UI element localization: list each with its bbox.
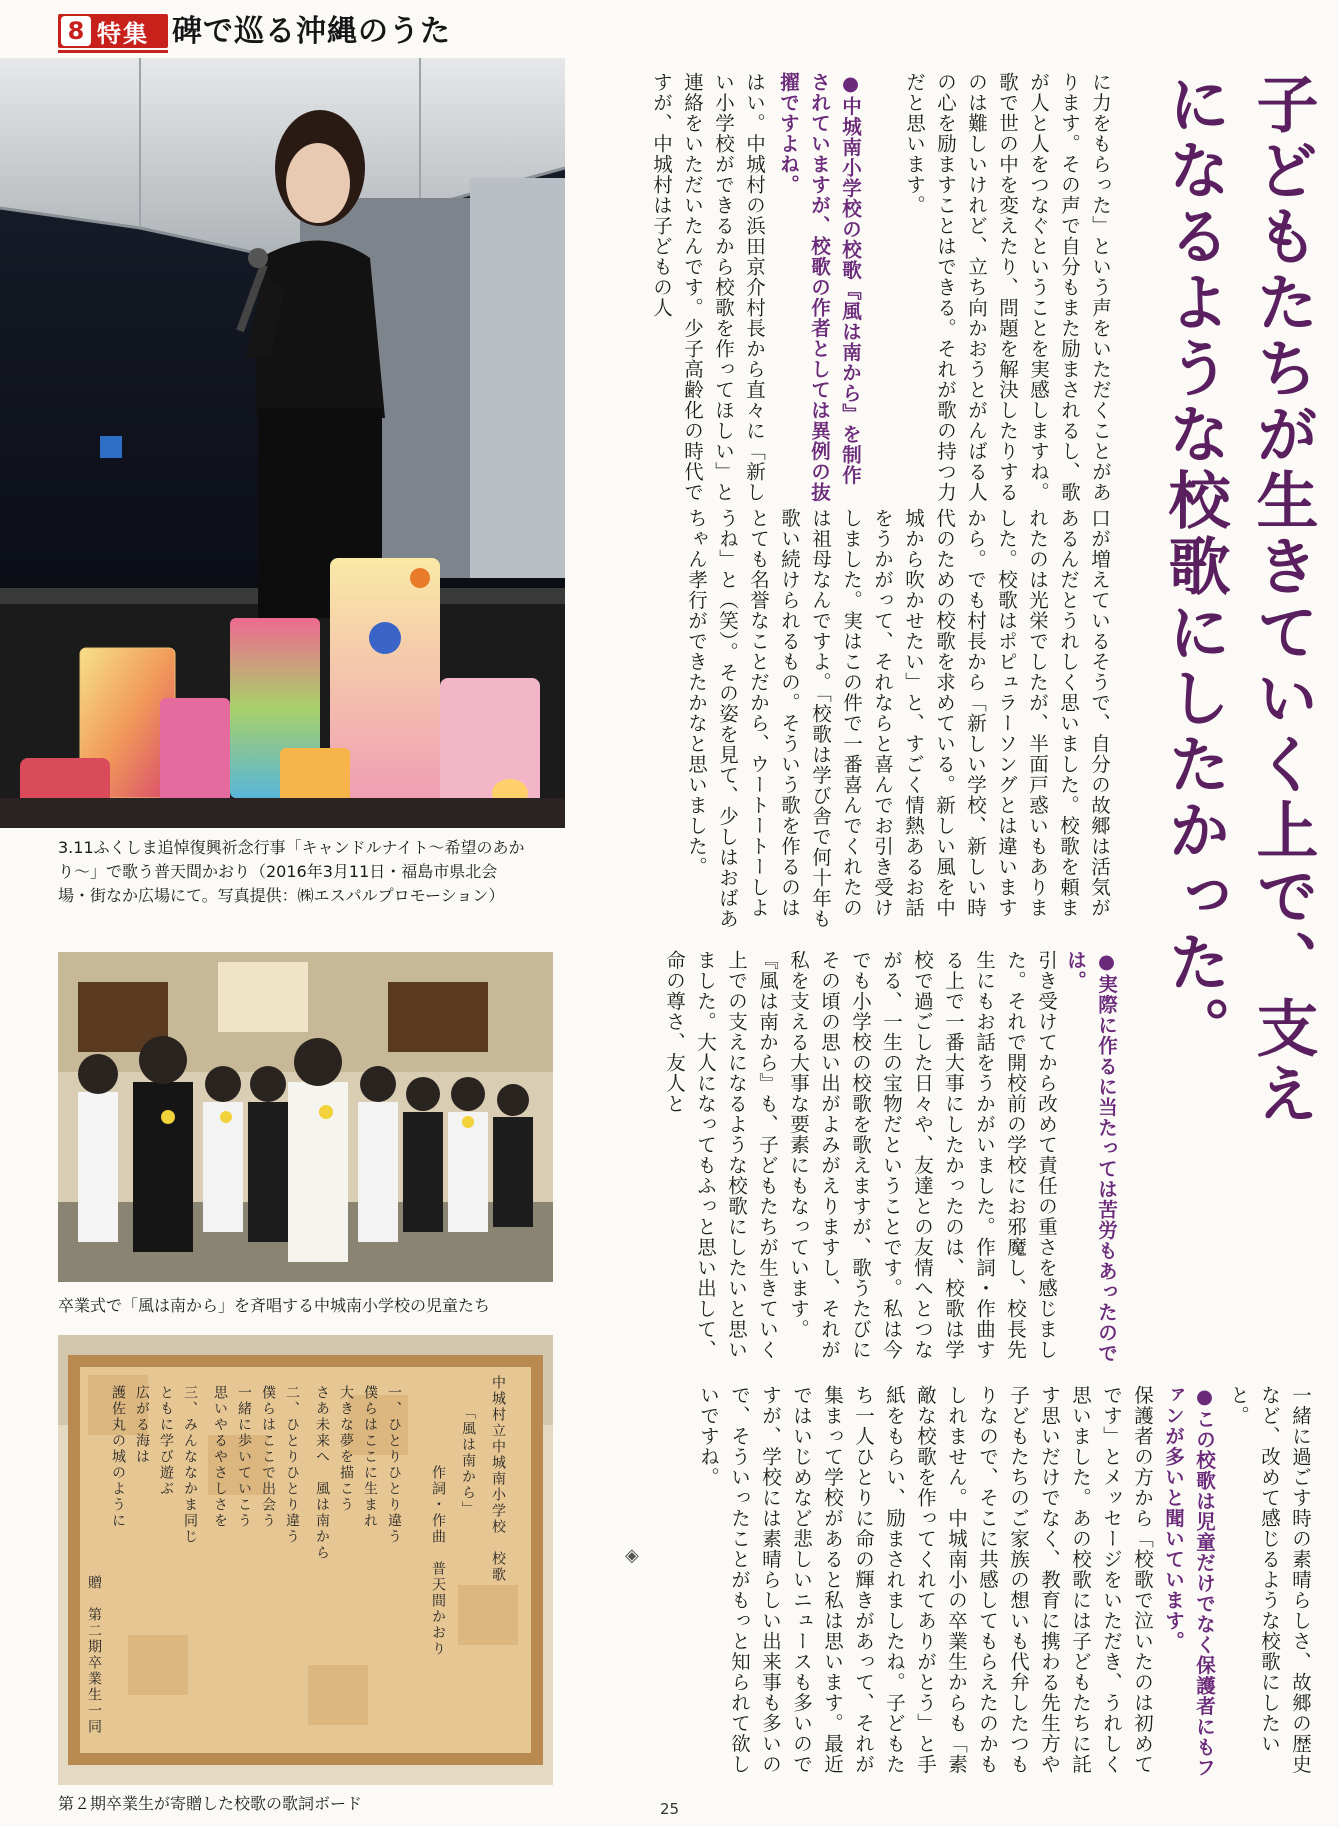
lyrics-board-photo xyxy=(58,1335,553,1785)
question-2: ●実際に作るに当たっては苦労もあったのでは。 xyxy=(1064,950,1118,1364)
board-verse-1: 一、ひとりひとり違う 僕らはここに生まれ 大きな夢を描こう さあ未来へ 風は南から xyxy=(314,1385,402,1561)
concert-photo-caption: 3.11ふくしま追悼復興祈念行事「キャンドルナイト〜希望のあかり〜」で歌う普天間かおり（2016年3月11日・福島市県北会場・街なか広場にて。写真提供：㈱エスパルプロモーション） xyxy=(58,838,525,905)
feature-number: 8 xyxy=(61,16,91,46)
column-bottom-body: 保護者の方から「校歌で泣いたのは初めてです」とメッセージをいただき、うれしく思いました。あの校歌には子どもたちに託す思いだけでなく、教育に携わる先生方や子どもたちのご家族の想いも代弁したつもりなので、そこに共感してもらえたのかもしれません。中城南小の卒業生からも「素敵な校歌を作ってくれてありがとう」と手紙をもらい、励まされましたね。子どもたち一人ひとりに命の輝きがあって、それが集まって学校があると私は思います。最近ではいじめなど悲しいニュースも多いのですが、学校には素晴らしい出来事も多いので、そういったことがもっと知られて欲しいですね。 xyxy=(697,1385,1154,1775)
concert-photo xyxy=(0,58,565,828)
column-top-right: に力をもらった」という声をいただくことがあります。その声で自分もまた励まされるし、歌が人と人をつなぐということを実感しますね。歌で世の中を変えたり、問題を解決したりするのは難しいけれど、立ち向かおうとがんばる人の心を励ますことはできる。それが歌の持つ力だと思います。 xyxy=(903,72,1112,503)
feature-badge xyxy=(58,14,168,48)
column-top-middle: はい。中城村の浜田京介村長から直々に「新しい小学校ができるから校歌を作ってほしい」と連絡をいただいたんです。少子高齢化の時代ですが、中城村は子どもの人 xyxy=(650,72,766,503)
column-middle-body: 引き受けてから改めて責任の重さを感じました。それで開校前の学校にお邪魔し、校長先生にもお話をうかがいました。作詞・作曲する上で一番大事にしたかったのは、校歌は学校で過ごした日々や、友達との友情へとつながる、一生の宝物だということです。私は今でも小学校の校歌を歌えますが、歌うたびにその頃の思い出がよみがえりますし、それが私を支える大事な要素にもなっています。『風は南から』も、子どもたちが生きていく上での支えになるような校歌にしたいと思いました。大人になってもふっと思い出して、命の尊さ、友人と xyxy=(663,950,1058,1360)
page-number: 25 xyxy=(660,1800,680,1818)
board-verse-2: 二、ひとりひとり違う 僕らはここで出会う 一緒に歩いていこう 思いやるやさしさを xyxy=(212,1385,300,1545)
question-1: ●中城南小学校の校歌『風は南から』を制作されていますが、校歌の作者としては異例の抜擢ですよね。 xyxy=(777,72,862,503)
board-gift: 贈 第二期卒業生一同 xyxy=(86,1575,102,1735)
question-3: ●この校歌は児童だけでなく保護者にもファンが多いと聞いています。 xyxy=(1162,1385,1216,1778)
board-credit: 作詞・作曲 普天間かおり xyxy=(430,1465,446,1657)
header-rule xyxy=(58,50,168,53)
column-bottom-right: 一緒に過ごす時の素晴らしさ、故郷の歴史など、改めて感じるような校歌にしたいと。 xyxy=(1227,1385,1312,1775)
column-middle-right: 口が増えているそうで、自分の故郷は活気があるんだとうれしく思いました。校歌を頼まれたのは光栄でしたが、半面戸惑いもありました。校歌はポピュラーソングとは違いますから。でも村長から「新しい学校、新しい時代のための校歌を求めている。新しい風を中城から吹かせたい」と、すごく情熱あるお話をうかがって、それならと喜んでお引き受けしました。実はこの件で一番喜んでくれたのは祖母なんですよ。「校歌は学び舎で何十年も歌い続けられるもの。そういう歌を作るのはとても名誉なことだから、ウートートーしようね」と（笑）。その姿を見て、少しはおばあちゃん孝行ができたかなと思いました。 xyxy=(685,508,1111,929)
board-verse-3: 三、みんななかま同じ ともに学び遊ぶ 広がる海は 護佐丸の城のように xyxy=(110,1385,198,1545)
graduation-photo xyxy=(58,952,553,1282)
end-mark: ◈ xyxy=(625,1545,639,1566)
board-school-name: 中城村立中城南小学校 校歌 xyxy=(490,1375,506,1583)
article-headline: 子どもたちが生きていく上で、支えになるような校歌にしたかった。 xyxy=(1158,72,1319,1128)
lyrics-board-caption: 第２期卒業生が寄贈した校歌の歌詞ボード xyxy=(58,1794,363,1813)
series-title: 碑で巡る沖縄のうた xyxy=(172,14,451,49)
graduation-photo-caption: 卒業式で「風は南から」を斉唱する中城南小学校の児童たち xyxy=(58,1296,491,1315)
feature-label: 特集 xyxy=(97,19,149,48)
board-song-title: 「風は南から」 xyxy=(460,1405,476,1517)
